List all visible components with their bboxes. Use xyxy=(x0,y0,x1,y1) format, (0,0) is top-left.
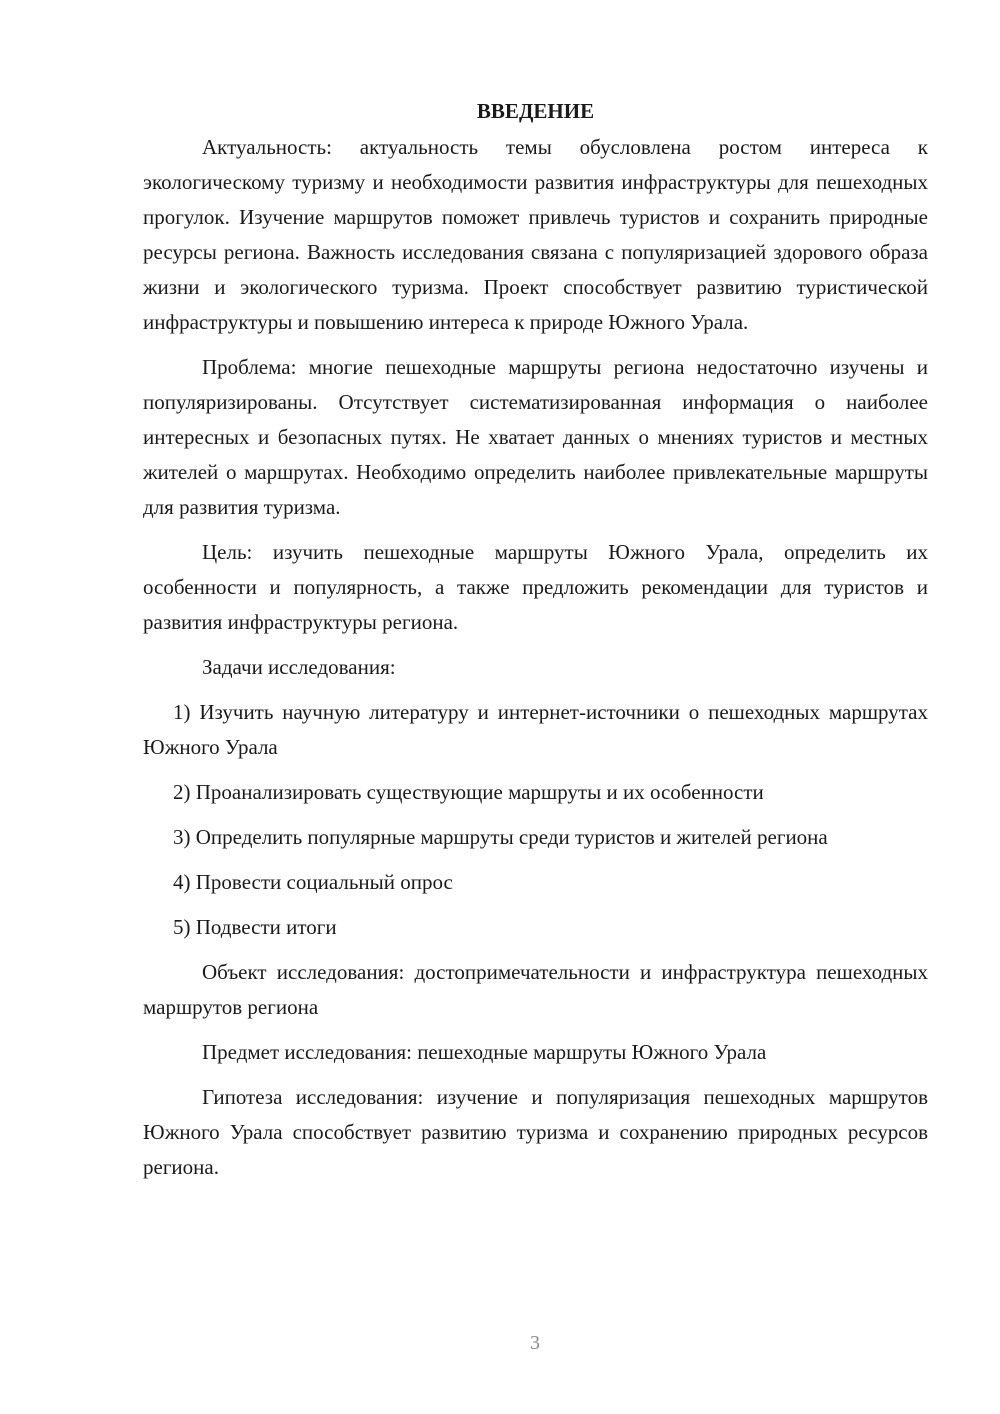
task-item: 1) Изучить научную литературу и интернет-источники о пешеходных маршрутах Южного Урала xyxy=(143,700,928,759)
tasks-heading: Задачи исследования: xyxy=(202,655,396,679)
goal-paragraph: Цель: изучить пешеходные маршруты Южного Урала, определить их особенности и популярность, а также предложить рекомендации для туристов и развития инфраструктуры региона. xyxy=(143,540,928,634)
tasks-list xyxy=(143,695,928,945)
task-item: 4) Провести социальный опрос xyxy=(173,870,453,894)
task-item: 3) Определить популярные маршруты среди туристов и жителей региона xyxy=(173,825,828,849)
subject-paragraph: Предмет исследования: пешеходные маршруты Южного Урала xyxy=(202,1040,767,1064)
problem-paragraph: Проблема: многие пешеходные маршруты региона недостаточно изучены и популяризированы. Отсутствует систематизированная информация о наиболее интересных и безопасных путях. Не хватает данных о мнениях туристов и местных жителей о маршрутах. Необходимо определить наиболее привлекательные маршруты для развития туризма. xyxy=(143,355,928,519)
hypothesis-paragraph: Гипотеза исследования: изучение и популяризация пешеходных маршрутов Южного Урала способствует развитию туризма и сохранению природных ресурсов региона. xyxy=(143,1085,928,1179)
page-number: 3 xyxy=(530,1332,540,1354)
relevance-paragraph: Актуальность: актуальность темы обусловлена ростом интереса к экологическому туризму и необходимости развития инфраструктуры для пешеходных прогулок. Изучение маршрутов поможет привлечь туристов и сохранить природные ресурсы региона. Важность исследования связана с популяризацией здорового образа жизни и экологического туризма. Проект способствует развитию туристической инфраструктуры и повышению интереса к природе Южного Урала. xyxy=(143,135,928,334)
page-title: ВВЕДЕНИЕ xyxy=(476,99,595,123)
object-paragraph: Объект исследования: достопримечательности и инфраструктура пешеходных маршрутов региона xyxy=(143,960,928,1019)
page-content xyxy=(143,93,928,1195)
task-item: 2) Проанализировать существующие маршруты и их особенности xyxy=(173,780,764,804)
task-item: 5) Подвести итоги xyxy=(173,915,337,939)
